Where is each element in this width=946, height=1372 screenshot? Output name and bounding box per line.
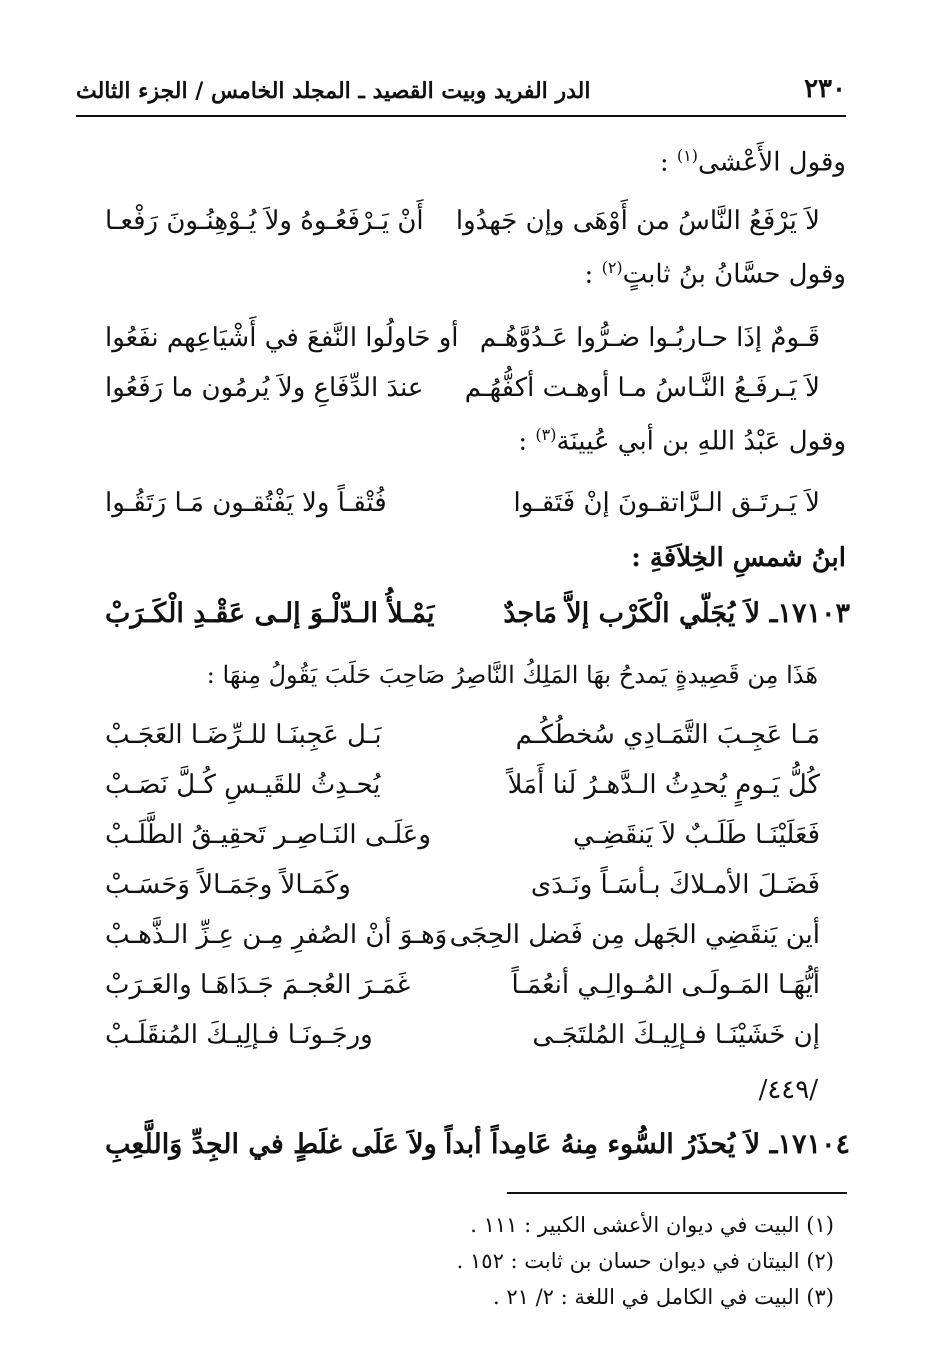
- verse-line: [105, 196, 820, 246]
- verse-second-hemistich: عندَ الدِّفَاعِ ولاَ يُرمُون ما رَفَعُوا: [105, 373, 424, 403]
- poem-first-hemistich: أيُّهَـا المَـولَـى المُـوالِـي أنعُمَـاً: [511, 970, 820, 1000]
- poem-first-hemistich: إن خَشَيْنَـا فـإلِيـكَ المُلتَجَـى: [532, 1020, 820, 1050]
- entry-second-hemistich: ولاَ عَلَى غلَطٍ في الجِدِّ وَاللَّعِبِ: [105, 1128, 437, 1160]
- footnote: (٢) البيتان في ديوان حسان بن ثابت : ١٥٢ .: [456, 1249, 834, 1273]
- poem-line: [105, 710, 820, 760]
- entry-first-hemistich: ١٧١٠٤ـ لاَ يُحذَرُ السُّوء مِنهُ عَامِداً أبداً: [444, 1128, 850, 1160]
- poem-first-hemistich: كُلُّ يَـومٍ يُحدِثُ الـدَّهـرُ لَنا أَمَلاً: [507, 770, 820, 800]
- verse-line: [105, 313, 820, 363]
- verse-first-hemistich: لاَ يَـرفَـعُ النَّـاسُ مـا أوهـت أكفُّهُـم: [464, 373, 820, 403]
- manuscript-page-marker: /٤٤٩/: [758, 1075, 818, 1105]
- footnote-rule: [507, 1192, 847, 1194]
- numbered-entry-17104: [105, 1119, 850, 1169]
- poem-second-hemistich: بَـل عَجِبنَـا للـرِّضَـا العَجَـبْ: [105, 720, 382, 750]
- poem-second-hemistich: ورجَـونَـا فـإلِيـكَ المُنقَلَـبْ: [105, 1020, 373, 1050]
- entry-first-hemistich: ١٧١٠٣ـ لاَ يُجَلّي الْكَرْب إلاَّ مَاجدٌ: [503, 597, 850, 629]
- poem-line: [105, 760, 820, 810]
- numbered-entry-17103: [105, 588, 850, 638]
- verse-second-hemistich: فُتْقـاً ولا يَفْتُقـون مَـا رَتَقُـوا: [105, 488, 387, 518]
- footnote-ref: (١): [676, 146, 698, 165]
- verse-first-hemistich: قَـومٌ إذَا حـاربُـوا ضـرُّوا عَـدُوَّهُـم: [479, 323, 820, 353]
- running-title: الدر الفريد وبيت القصيد ـ المجلد الخامس / الجزء الثالث: [76, 78, 591, 104]
- context-line: هَذَا مِن قَصِيدةٍ يَمدحُ بهَا المَلِكُ النَّاصِرُ صَاحِبَ حَلَبَ يَقُولُ مِنهَا :: [206, 661, 818, 689]
- verse-first-hemistich: لاَ يَرْفَعُ النَّاسُ من أَوْهَى وإن جَهدُوا: [455, 206, 820, 236]
- poem-second-hemistich: غَمَـرَ العُجـمَ جَـدَاهَـا والعَـرَبْ: [105, 970, 411, 1000]
- poem-line: [105, 960, 820, 1010]
- footnote: (٣) البيت في الكامل في اللغة : ٢/ ٢١ .: [492, 1285, 834, 1309]
- verse-first-hemistich: لاَ يَـرتَـق الـرَّاتقـونَ إنْ فَتَقـوا: [513, 488, 820, 518]
- intro-line-2: وقول حسَّانُ بنُ ثابتٍ$^{(٢)}$ :: [584, 258, 846, 290]
- poem-first-hemistich: مَـا عَجِـبَ التَّمَـادِي سُخطُكُـم: [515, 720, 820, 750]
- footnote: (١) البيت في ديوان الأعشى الكبير : ١١١ .: [470, 1213, 834, 1237]
- poem-first-hemistich: فَضَـلَ الأمـلاكَ بـأسَـاً ونَـدَى: [530, 870, 820, 900]
- intro-text: وقول حسَّانُ بنُ ثابتٍ: [622, 259, 846, 290]
- poem-second-hemistich: يُحـدِثُ للقَيـسِ كُـلَّ نَصَـبْ: [105, 770, 381, 800]
- header-rule: [76, 115, 846, 117]
- entry-number: ١٧١٠٤ـ: [769, 1128, 850, 1160]
- verse-line: [105, 478, 820, 528]
- verse-line: [105, 363, 820, 413]
- intro-text: وقول الأَعْشى: [697, 147, 846, 178]
- verse-second-hemistich: أو حَاولُوا النَّفعَ في أَشْيَاعِهم نفَعُوا: [105, 323, 459, 353]
- intro-line-3: وقول عَبْدُ اللهِ بن أبي عُيينَة$^{(٣)}$ :: [518, 425, 846, 457]
- intro-text: وقول عَبْدُ اللهِ بن أبي عُيينَة: [556, 426, 846, 457]
- page-number: ٢٣٠: [804, 74, 846, 104]
- poem-second-hemistich: وكَمَـالاً وجَمَـالاً وَحَسَـبْ: [105, 870, 351, 900]
- poem-second-hemistich: وعَلَـى النَـاصِـر تَحقِيـقُ الطَّلَـبْ: [105, 820, 431, 850]
- poem-first-hemistich: فَعَلَيْنَـا طَلَـبٌ لاَ يَنقَضِـي: [573, 820, 820, 850]
- footnote-ref: (٢): [601, 258, 623, 277]
- poem-line: [105, 1010, 820, 1060]
- footnote-ref: (٣): [535, 425, 557, 444]
- poem-line: [105, 810, 820, 860]
- poem-line: [105, 860, 820, 910]
- poem-first-hemistich: أين يَنقَضِي الجَهل مِن فَضل الحِجَى: [449, 920, 820, 950]
- verse-second-hemistich: أَنْ يَـرْفَعُـوهُ ولاَ يُـوْهِنُـونَ رَفْعـا: [105, 206, 424, 236]
- poem-second-hemistich: وَهـوَ أنْ الصُفرِ مِـن عِـزِّ الـذَّهـبْ: [105, 920, 448, 950]
- entry-second-hemistich: يَمْـلأُ الـدّلْـوَ إلـى عَقْـدِ الْكَـرَبْ: [105, 597, 435, 629]
- section-title: ابنُ شمسِ الخِلاَفَةِ :: [631, 543, 846, 573]
- entry-number: ١٧١٠٣ـ: [769, 597, 850, 629]
- poem-line: [105, 910, 820, 960]
- intro-line-1: وقول الأَعْشى$^{(١)}$ :: [659, 146, 846, 178]
- running-header: [76, 70, 846, 104]
